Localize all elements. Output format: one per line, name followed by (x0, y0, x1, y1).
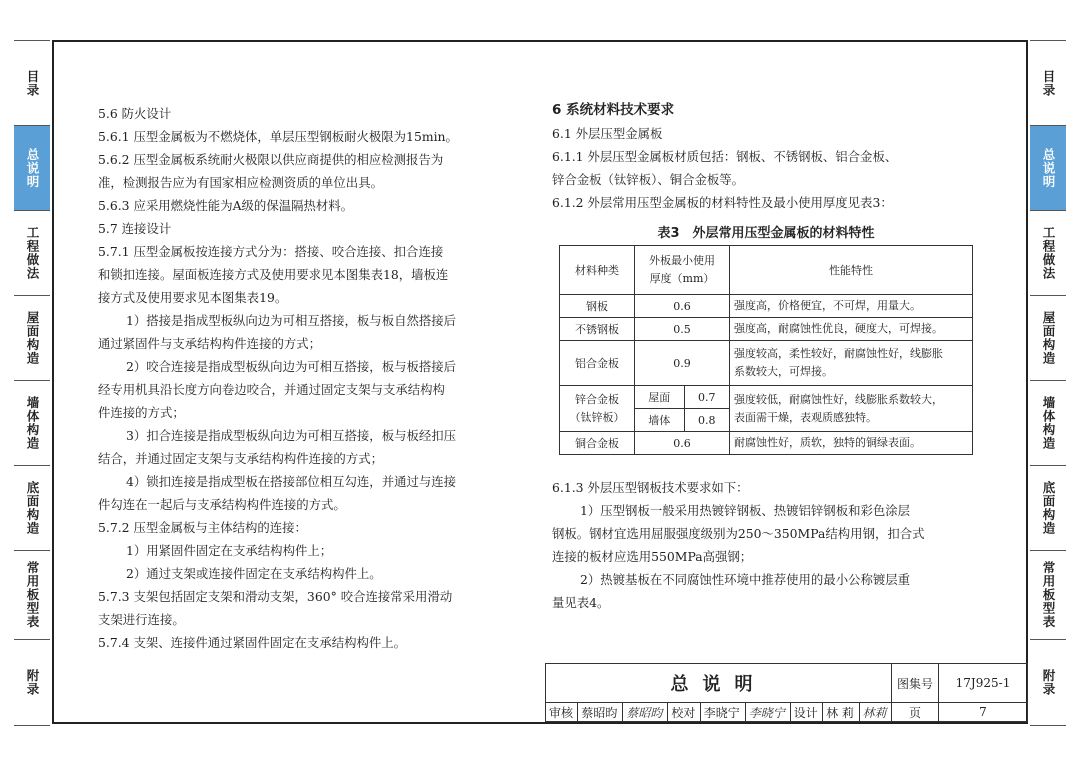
text-line: 接方式及使用要求见本图集表19。 (98, 290, 288, 305)
table-row: 不锈钢板 0.5 强度高，耐腐蚀性优良，硬度大，可焊接。 (560, 318, 973, 341)
side-tab-panel-types[interactable]: 常用板型表 (14, 551, 50, 640)
table-row: 铝合金板 0.9 强度较高，柔性较好，耐腐蚀性好，线膨胀 系数较大，可焊接。 (560, 341, 973, 386)
page-label: 页 (892, 703, 939, 722)
text-line: 和锁扣连接。屋面板连接方式及使用要求见本图集表18，墙板连 (98, 267, 449, 282)
review-label: 审核 (546, 703, 578, 722)
design-signature: 林莉 (859, 703, 891, 722)
text-line: 2）热镀基板在不同腐蚀性环境中推荐使用的最小公称镀层重 (580, 572, 911, 587)
side-tab-roof-construction[interactable]: 屋面构造 (14, 296, 50, 381)
check-label: 校对 (668, 703, 700, 722)
review-signature: 蔡昭昀 (623, 703, 668, 722)
check-name: 李晓宁 (700, 703, 745, 722)
table-row: 墙体 0.8 (560, 409, 973, 432)
side-tab-contents[interactable]: 目录 (14, 41, 50, 126)
header-material: 材料种类 (560, 246, 635, 295)
text-line: 6.1.2 外层常用压型金属板的材料特性及最小使用厚度见表3： (552, 195, 893, 210)
right-text-column (552, 99, 992, 214)
text-line: 锌合金板（钛锌板）、铜合金板等。 (552, 172, 745, 187)
text-line: 件勾连在一起后与支承结构构件连接的方式。 (98, 497, 346, 512)
text-line: 6.1.1 外层压型金属板材质包括：钢板、不锈钢板、铝合金板、 (552, 149, 898, 164)
side-tab-wall-construction[interactable]: 墙体构造 (14, 381, 50, 466)
right-side-tabs (1030, 40, 1066, 726)
side-tab-contents[interactable]: 目录 (1030, 41, 1066, 126)
text-line: 3）扣合连接是指成型板纵向边为可相互搭接，板与板经扣压 (126, 428, 457, 443)
text-line: 5.6 防火设计 (98, 106, 172, 121)
side-tab-roof-construction[interactable]: 屋面构造 (1030, 296, 1066, 381)
side-tab-general-notes[interactable]: 总说明 (14, 126, 50, 211)
side-tab-bottom-construction[interactable]: 底面构造 (14, 466, 50, 551)
text-line: 经专用机具沿长度方向卷边咬合，并通过固定支架与支承结构构 (98, 382, 445, 397)
text-line: 支架进行连接。 (98, 612, 185, 627)
text-line: 1）压型钢板一般采用热镀锌钢板、热镀铝锌钢板和彩色涂层 (580, 503, 911, 518)
side-tab-panel-types[interactable]: 常用板型表 (1030, 551, 1066, 640)
design-name: 林 莉 (823, 703, 859, 722)
side-tab-engineering-methods[interactable]: 工程做法 (14, 211, 50, 296)
text-line: 件连接的方式； (98, 405, 185, 420)
atlas-number-label: 图集号 (892, 664, 939, 703)
text-line: 5.7.4 支架、连接件通过紧固件固定在支承结构构件上。 (98, 635, 407, 650)
title-block (545, 663, 1028, 722)
design-label: 设计 (790, 703, 822, 722)
text-line: 结合，并通过固定支架与支承结构构件连接的方式； (98, 451, 383, 466)
header-thickness: 外板最小使用 厚度（mm） (635, 246, 730, 295)
table-row: 钢板 0.6 强度高，价格便宜，不可焊，用量大。 (560, 295, 973, 318)
side-tab-appendix[interactable]: 附录 (1041, 668, 1056, 696)
text-line: 钢板。钢材宜选用屈服强度级别为250～350MPa结构用钢，扣合式 (552, 526, 925, 541)
left-text-column (98, 102, 528, 654)
text-line: 通过紧固件与支承结构构件连接的方式； (98, 336, 322, 351)
text-line: 5.7 连接设计 (98, 221, 172, 236)
drawing-title: 总说明 (546, 664, 892, 703)
side-tab-general-notes[interactable]: 总说明 (1030, 126, 1066, 211)
atlas-number: 17J925-1 (939, 664, 1028, 703)
table-caption: 表3 外层常用压型金属板的材料特性 (657, 226, 875, 241)
text-line: 6.1.3 外层压型钢板技术要求如下： (552, 480, 749, 495)
text-line: 2）通过支架或连接件固定在支承结构构件上。 (126, 566, 382, 581)
text-line: 5.7.2 压型金属板与主体结构的连接： (98, 520, 307, 535)
section-heading: 6 系统材料技术要求 (552, 102, 675, 118)
text-line: 1）搭接是指成型板纵向边为可相互搭接，板与板自然搭接后 (126, 313, 457, 328)
right-text-column-lower (552, 476, 992, 614)
text-line: 5.6.3 应采用燃烧性能为A级的保温隔热材料。 (98, 198, 354, 213)
text-line: 量见表4。 (552, 595, 610, 610)
text-line: 1）用紧固件固定在支承结构构件上； (126, 543, 333, 558)
text-line: 6.1 外层压型金属板 (552, 126, 663, 141)
text-line: 5.6.1 压型金属板为不燃烧体，单层压型钢板耐火极限为15min。 (98, 129, 458, 144)
side-tab-wall-construction[interactable]: 墙体构造 (1030, 381, 1066, 466)
text-line: 5.6.2 压型金属板系统耐火极限以供应商提供的相应检测报告为 (98, 152, 444, 167)
text-line: 连接的板材应选用550MPa高强钢； (552, 549, 753, 564)
table-row: 铜合金板 0.6 耐腐蚀性好，质软，独特的铜绿表面。 (560, 432, 973, 455)
text-line: 4）锁扣连接是指成型板在搭接部位相互勾连，并通过与连接 (126, 474, 457, 489)
header-property: 性能特性 (730, 246, 973, 295)
side-tab-bottom-construction[interactable]: 底面构造 (1030, 466, 1066, 551)
material-properties-table (559, 245, 973, 455)
side-tab-engineering-methods[interactable]: 工程做法 (1030, 211, 1066, 296)
table-header-row (560, 246, 973, 295)
side-tab-appendix[interactable]: 附录 (25, 668, 40, 696)
review-name: 蔡昭昀 (578, 703, 623, 722)
page-number: 7 (939, 703, 1028, 722)
text-line: 准，检测报告应为有国家相应检测资质的单位出具。 (98, 175, 383, 190)
text-line: 5.7.1 压型金属板按连接方式分为：搭接、咬合连接、扣合连接 (98, 244, 444, 259)
text-line: 2）咬合连接是指成型板纵向边为可相互搭接，板与板搭接后 (126, 359, 457, 374)
text-line: 5.7.3 支架包括固定支架和滑动支架，360° 咬合连接常采用滑动 (98, 589, 453, 604)
check-signature: 李晓宁 (745, 703, 790, 722)
left-side-tabs (14, 40, 50, 726)
table-row: 锌合金板 （钛锌板） 屋面 0.7 强度较低，耐腐蚀性好，线膨胀系数较大， 表面需干燥，表观质感独特。 (560, 386, 973, 409)
